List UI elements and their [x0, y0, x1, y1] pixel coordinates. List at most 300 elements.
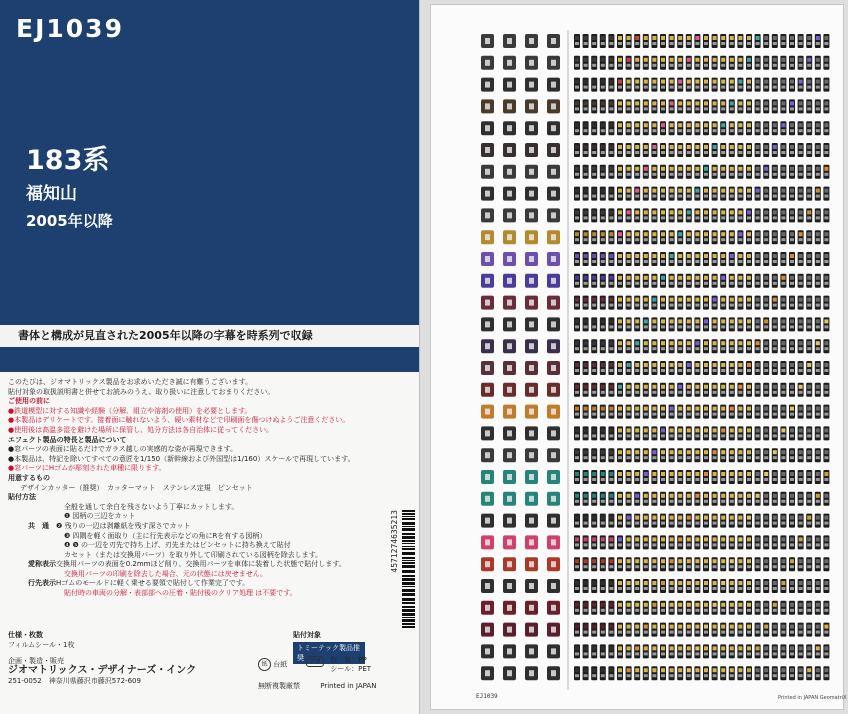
decal-text — [618, 282, 622, 285]
decal-text — [773, 456, 777, 459]
decal-text — [678, 86, 682, 89]
decal-text — [816, 631, 820, 634]
decal-text — [627, 347, 631, 350]
decal-accent — [721, 145, 725, 149]
decal-mark — [485, 256, 490, 262]
decal-text — [721, 151, 725, 154]
decal-text — [601, 64, 605, 67]
decal-text — [730, 565, 734, 568]
decal-accent — [609, 625, 613, 629]
decal-text — [824, 631, 828, 634]
decal-accent — [670, 603, 674, 607]
decal-accent — [627, 581, 631, 585]
decal-accent — [807, 145, 811, 149]
decal-mark — [551, 561, 556, 567]
decal-text — [695, 565, 699, 568]
decal-text — [756, 129, 760, 132]
decal-accent — [790, 646, 794, 650]
decal-text — [644, 282, 648, 285]
decal-text — [730, 86, 734, 89]
decal-accent — [678, 145, 682, 149]
decal-text — [592, 413, 596, 416]
decal-accent — [816, 298, 820, 302]
decal-accent — [661, 298, 665, 302]
decal-accent — [601, 210, 605, 214]
decal-accent — [618, 101, 622, 105]
decal-text — [790, 565, 794, 568]
decal-accent — [721, 167, 725, 171]
decal-accent — [687, 668, 691, 672]
decal-accent — [824, 341, 828, 345]
decal-accent — [721, 298, 725, 302]
decal-text — [687, 304, 691, 307]
decal-text — [644, 631, 648, 634]
decal-text — [584, 195, 588, 198]
decal-accent — [799, 625, 803, 629]
decal-accent — [618, 298, 622, 302]
decal-text — [661, 413, 665, 416]
decal-accent — [644, 189, 648, 193]
decal-text — [781, 151, 785, 154]
decal-text — [609, 42, 613, 45]
decal-text — [575, 173, 579, 176]
decal-text — [678, 42, 682, 45]
decal-text — [773, 631, 777, 634]
decal-accent — [738, 145, 742, 149]
decal-accent — [592, 668, 596, 672]
decal-accent — [670, 254, 674, 258]
decal-mark — [507, 496, 512, 502]
decal-text — [627, 107, 631, 110]
decal-accent — [644, 668, 648, 672]
decal-text — [781, 260, 785, 263]
decal-text — [721, 107, 725, 110]
decal-text — [721, 565, 725, 568]
decal-mark — [529, 605, 534, 611]
decal-accent — [661, 472, 665, 476]
decal-accent — [609, 276, 613, 280]
decal-accent — [773, 101, 777, 105]
decal-accent — [670, 101, 674, 105]
decal-text — [824, 434, 828, 437]
decal-accent — [652, 210, 656, 214]
decal-accent — [644, 319, 648, 323]
decal-mark — [485, 474, 490, 480]
decal-text — [738, 86, 742, 89]
decal-text — [790, 609, 794, 612]
decal-accent — [575, 646, 579, 650]
decal-text — [730, 456, 734, 459]
decal-text — [713, 42, 717, 45]
decal-accent — [609, 189, 613, 193]
decal-accent — [652, 625, 656, 629]
decal-text — [687, 652, 691, 655]
decal-mark — [485, 191, 490, 197]
decal-text — [704, 522, 708, 525]
decal-text — [730, 64, 734, 67]
decal-mark — [507, 409, 512, 415]
decal-text — [584, 129, 588, 132]
decal-accent — [635, 167, 639, 171]
decal-accent — [738, 603, 742, 607]
decal-accent — [747, 646, 751, 650]
decal-text — [627, 413, 631, 416]
decal-accent — [781, 298, 785, 302]
step-item: カセット（または交換用パーツ）を取り外して印刷されている図柄を除去します。 — [64, 550, 323, 559]
decal-accent — [816, 428, 820, 432]
decal-accent — [635, 80, 639, 84]
decal-accent — [584, 646, 588, 650]
decal-text — [747, 500, 751, 503]
decal-accent — [644, 363, 648, 367]
decal-accent — [816, 101, 820, 105]
decal-text — [773, 151, 777, 154]
decal-accent — [618, 407, 622, 411]
decal-text — [824, 413, 828, 416]
decal-text — [575, 151, 579, 154]
decal-text — [756, 347, 760, 350]
decal-accent — [695, 646, 699, 650]
decal-text — [661, 434, 665, 437]
method-heading: 貼付方法 — [8, 493, 36, 502]
decal-text — [713, 565, 717, 568]
decal-mark — [507, 583, 512, 589]
decal-text — [764, 129, 768, 132]
decal-text — [747, 522, 751, 525]
decal-accent — [584, 210, 588, 214]
decal-accent — [721, 494, 725, 498]
decal-accent — [790, 494, 794, 498]
decal-text — [816, 500, 820, 503]
decal-text — [609, 86, 613, 89]
decal-text — [661, 674, 665, 677]
decal-accent — [678, 516, 682, 520]
decal-accent — [661, 363, 665, 367]
decal-text — [661, 652, 665, 655]
decal-accent — [807, 167, 811, 171]
decal-text — [644, 195, 648, 198]
decal-text — [609, 456, 613, 459]
decal-text — [575, 543, 579, 546]
decal-accent — [790, 385, 794, 389]
decal-text — [799, 260, 803, 263]
decal-accent — [790, 145, 794, 149]
decal-text — [670, 500, 674, 503]
decal-accent — [816, 472, 820, 476]
decal-text — [695, 543, 699, 546]
decal-accent — [670, 494, 674, 498]
decal-accent — [730, 472, 734, 476]
decal-accent — [601, 516, 605, 520]
decal-text — [644, 478, 648, 481]
decal-mark — [507, 474, 512, 480]
decal-accent — [790, 58, 794, 62]
decal-text — [695, 369, 699, 372]
decal-accent — [609, 581, 613, 585]
decal-accent — [592, 537, 596, 541]
decal-text — [678, 369, 682, 372]
decal-mark — [485, 670, 490, 676]
plastic-label: シール：PET — [330, 665, 372, 673]
decal-text — [695, 42, 699, 45]
decal-mark — [485, 38, 490, 44]
decal-text — [687, 522, 691, 525]
decal-text — [601, 434, 605, 437]
decal-accent — [721, 516, 725, 520]
decal-accent — [704, 428, 708, 432]
decal-accent — [618, 319, 622, 323]
decal-accent — [644, 407, 648, 411]
decal-text — [661, 304, 665, 307]
decal-accent — [747, 167, 751, 171]
decal-mark — [529, 321, 534, 327]
decal-accent — [730, 537, 734, 541]
decal-accent — [661, 450, 665, 454]
decal-accent — [764, 341, 768, 345]
decal-text — [807, 609, 811, 612]
decal-text — [704, 587, 708, 590]
decal-accent — [756, 298, 760, 302]
decal-accent — [738, 319, 742, 323]
decal-accent — [687, 494, 691, 498]
decal-text — [764, 500, 768, 503]
decal-accent — [627, 101, 631, 105]
decal-text — [764, 565, 768, 568]
decal-accent — [730, 625, 734, 629]
decal-accent — [652, 428, 656, 432]
decal-text — [644, 565, 648, 568]
decal-accent — [773, 450, 777, 454]
decal-text — [592, 391, 596, 394]
decal-accent — [584, 298, 588, 302]
decal-mark — [507, 60, 512, 66]
decal-accent — [670, 210, 674, 214]
decal-accent — [747, 494, 751, 498]
decal-accent — [635, 646, 639, 650]
decal-mark — [529, 103, 534, 109]
decal-text — [807, 631, 811, 634]
decal-accent — [790, 101, 794, 105]
decal-text — [627, 129, 631, 132]
sheet-brand: Printed in JAPAN GeomatriX — [778, 695, 847, 701]
decal-text — [713, 587, 717, 590]
maker-address: 251-0052 神奈川県藤沢市藤沢572-609 — [8, 677, 141, 685]
decal-text — [695, 456, 699, 459]
tools-heading: 用意するもの — [8, 473, 50, 482]
decal-text — [592, 434, 596, 437]
decal-text — [747, 86, 751, 89]
decal-accent — [764, 494, 768, 498]
decal-text — [738, 674, 742, 677]
decal-text — [635, 631, 639, 634]
decal-text — [609, 565, 613, 568]
decal-accent — [652, 385, 656, 389]
decal-text — [773, 260, 777, 263]
decal-text — [764, 325, 768, 328]
decal-text — [584, 587, 588, 590]
decal-text — [592, 86, 596, 89]
decal-accent — [609, 58, 613, 62]
decal-text — [799, 587, 803, 590]
decal-text — [601, 282, 605, 285]
decal-text — [756, 173, 760, 176]
decal-accent — [738, 80, 742, 84]
dest-item: Hゴムのモールドに軽く乗せる要領で貼付して作業完了です。 — [56, 579, 250, 588]
decal-accent — [618, 123, 622, 127]
decal-accent — [644, 625, 648, 629]
decal-accent — [713, 298, 717, 302]
decal-accent — [816, 58, 820, 62]
decal-text — [609, 304, 613, 307]
decal-text — [747, 631, 751, 634]
decal-text — [678, 456, 682, 459]
decal-accent — [756, 319, 760, 323]
decal-accent — [790, 319, 794, 323]
decal-text — [713, 522, 717, 525]
decal-mark — [507, 670, 512, 676]
decal-accent — [695, 559, 699, 563]
decal-text — [584, 565, 588, 568]
decal-text — [738, 369, 742, 372]
decal-text — [627, 652, 631, 655]
decal-accent — [644, 298, 648, 302]
decal-text — [781, 238, 785, 241]
feature-item: ●窓パーツの表面に貼るだけでガラス越しの実感的な姿が再現できます。 — [8, 445, 238, 454]
decal-text — [816, 391, 820, 394]
decal-accent — [627, 319, 631, 323]
decal-accent — [824, 298, 828, 302]
decal-accent — [824, 123, 828, 127]
decal-text — [644, 413, 648, 416]
decal-text — [790, 282, 794, 285]
decal-accent — [652, 603, 656, 607]
decal-text — [781, 304, 785, 307]
decal-accent — [756, 341, 760, 345]
decal-accent — [730, 559, 734, 563]
decal-accent — [721, 450, 725, 454]
decal-accent — [635, 581, 639, 585]
decal-accent — [824, 80, 828, 84]
decal-text — [670, 173, 674, 176]
decal-text — [704, 391, 708, 394]
decal-text — [678, 195, 682, 198]
decal-text — [635, 500, 639, 503]
decal-mark — [529, 147, 534, 153]
decal-accent — [670, 123, 674, 127]
decal-accent — [790, 298, 794, 302]
decal-mark — [485, 518, 490, 524]
decal-text — [816, 674, 820, 677]
decal-text — [738, 304, 742, 307]
decal-text — [635, 129, 639, 132]
decal-accent — [756, 232, 760, 236]
decal-mark — [551, 169, 556, 175]
decal-accent — [807, 319, 811, 323]
decal-accent — [695, 428, 699, 432]
decal-accent — [747, 123, 751, 127]
decal-text — [781, 86, 785, 89]
decal-accent — [661, 276, 665, 280]
decal-text — [635, 652, 639, 655]
decal-accent — [584, 494, 588, 498]
decal-mark — [507, 278, 512, 284]
decal-text — [713, 500, 717, 503]
decal-text — [781, 500, 785, 503]
decal-accent — [584, 101, 588, 105]
decal-text — [773, 609, 777, 612]
no-copy-notice: 無断複製厳禁 — [258, 682, 300, 690]
decal-text — [747, 238, 751, 241]
decal-accent — [764, 36, 768, 40]
decal-text — [824, 652, 828, 655]
features-heading: エフェクト製品の特長と製品について — [8, 435, 127, 444]
decal-accent — [661, 254, 665, 258]
decal-text — [747, 413, 751, 416]
decal-accent — [627, 537, 631, 541]
decal-text — [670, 151, 674, 154]
decal-text — [816, 522, 820, 525]
decal-accent — [678, 36, 682, 40]
decal-text — [609, 500, 613, 503]
decal-text — [575, 107, 579, 110]
decal-accent — [781, 646, 785, 650]
decal-accent — [764, 646, 768, 650]
decal-text — [704, 304, 708, 307]
decal-text — [584, 456, 588, 459]
decal-text — [618, 631, 622, 634]
decal-accent — [738, 472, 742, 476]
decal-text — [807, 42, 811, 45]
decal-text — [781, 565, 785, 568]
decal-text — [756, 282, 760, 285]
decal-accent — [635, 232, 639, 236]
decal-text — [601, 609, 605, 612]
decal-mark — [551, 278, 556, 284]
decal-accent — [773, 668, 777, 672]
decal-text — [575, 631, 579, 634]
decal-accent — [824, 232, 828, 236]
barcode-number: 4571274635213 — [390, 510, 399, 573]
decal-text — [730, 173, 734, 176]
decal-text — [816, 369, 820, 372]
decal-accent — [678, 559, 682, 563]
dest-label: 行先表示 — [28, 579, 56, 588]
decal-text — [661, 129, 665, 132]
decal-accent — [807, 189, 811, 193]
decal-accent — [644, 36, 648, 40]
decal-text — [721, 304, 725, 307]
decal-accent — [756, 625, 760, 629]
decal-accent — [670, 516, 674, 520]
decal-accent — [738, 36, 742, 40]
decal-text — [764, 347, 768, 350]
decal-text — [747, 674, 751, 677]
decal-text — [627, 478, 631, 481]
decal-text — [738, 173, 742, 176]
decal-accent — [592, 494, 596, 498]
decal-accent — [764, 189, 768, 193]
decal-accent — [695, 319, 699, 323]
decal-text — [807, 456, 811, 459]
decal-accent — [652, 101, 656, 105]
decal-accent — [799, 559, 803, 563]
decal-text — [670, 347, 674, 350]
decal-text — [644, 391, 648, 394]
decal-accent — [721, 276, 725, 280]
decal-text — [661, 543, 665, 546]
decal-mark — [551, 387, 556, 393]
decal-text — [816, 543, 820, 546]
